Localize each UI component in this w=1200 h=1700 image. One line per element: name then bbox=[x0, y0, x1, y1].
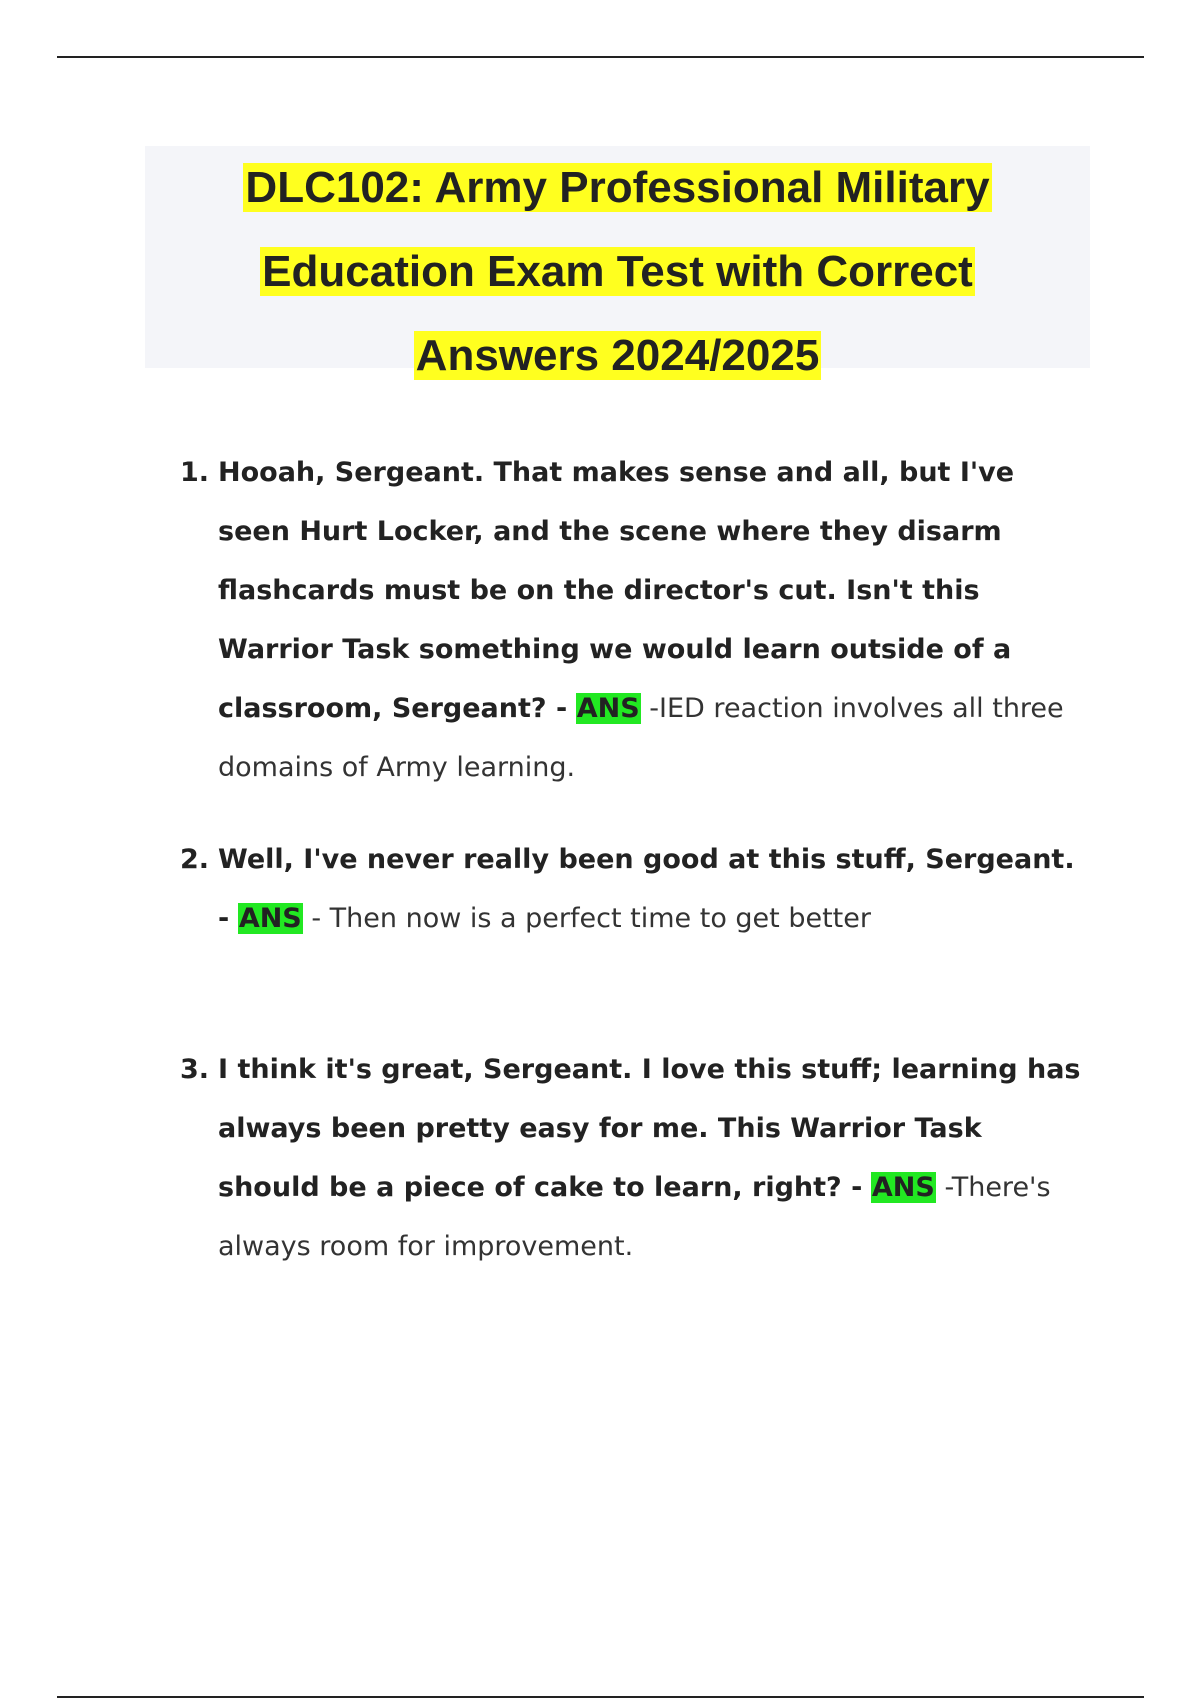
question-item-3 bbox=[170, 1040, 1081, 1276]
question-item-1 bbox=[170, 443, 1070, 797]
title-line-2: Education Exam Test with Correct bbox=[262, 247, 973, 296]
document-title bbox=[145, 146, 1090, 398]
answer-marker: ANS bbox=[576, 693, 640, 724]
answer-marker: ANS bbox=[871, 1172, 935, 1203]
top-rule bbox=[57, 56, 1144, 58]
question-number: 1. bbox=[180, 457, 210, 488]
question-item-2 bbox=[170, 830, 1075, 948]
answer-text: - Then now is a perfect time to get better bbox=[311, 903, 871, 934]
title-banner bbox=[145, 146, 1090, 380]
title-line-1: DLC102: Army Professional Military bbox=[245, 163, 990, 212]
bottom-rule bbox=[57, 1696, 1144, 1698]
title-line-3: Answers 2024/2025 bbox=[415, 331, 820, 380]
answer-marker: ANS bbox=[238, 903, 302, 934]
question-text: I think it's great, Sergeant. I love this stuff; learning has always been pretty easy for me. This Warrior Task should be a piece of cake to learn, right? - bbox=[218, 1054, 1081, 1203]
answer-text: -IED reaction involves all three domains of Army learning. bbox=[218, 693, 1064, 783]
answer-text: -There's always room for improvement. bbox=[218, 1172, 1051, 1262]
question-number: 2. bbox=[180, 844, 210, 875]
question-number: 3. bbox=[180, 1054, 210, 1085]
question-text: Well, I've never really been good at this stuff, Sergeant. - bbox=[218, 844, 1075, 934]
question-text: Hooah, Sergeant. That makes sense and all, but I've seen Hurt Locker, and the scene where they disarm flashcards must be on the director's cut. Isn't this Warrior Task something we would learn outside of a classroom, Sergeant? - bbox=[218, 457, 1015, 724]
